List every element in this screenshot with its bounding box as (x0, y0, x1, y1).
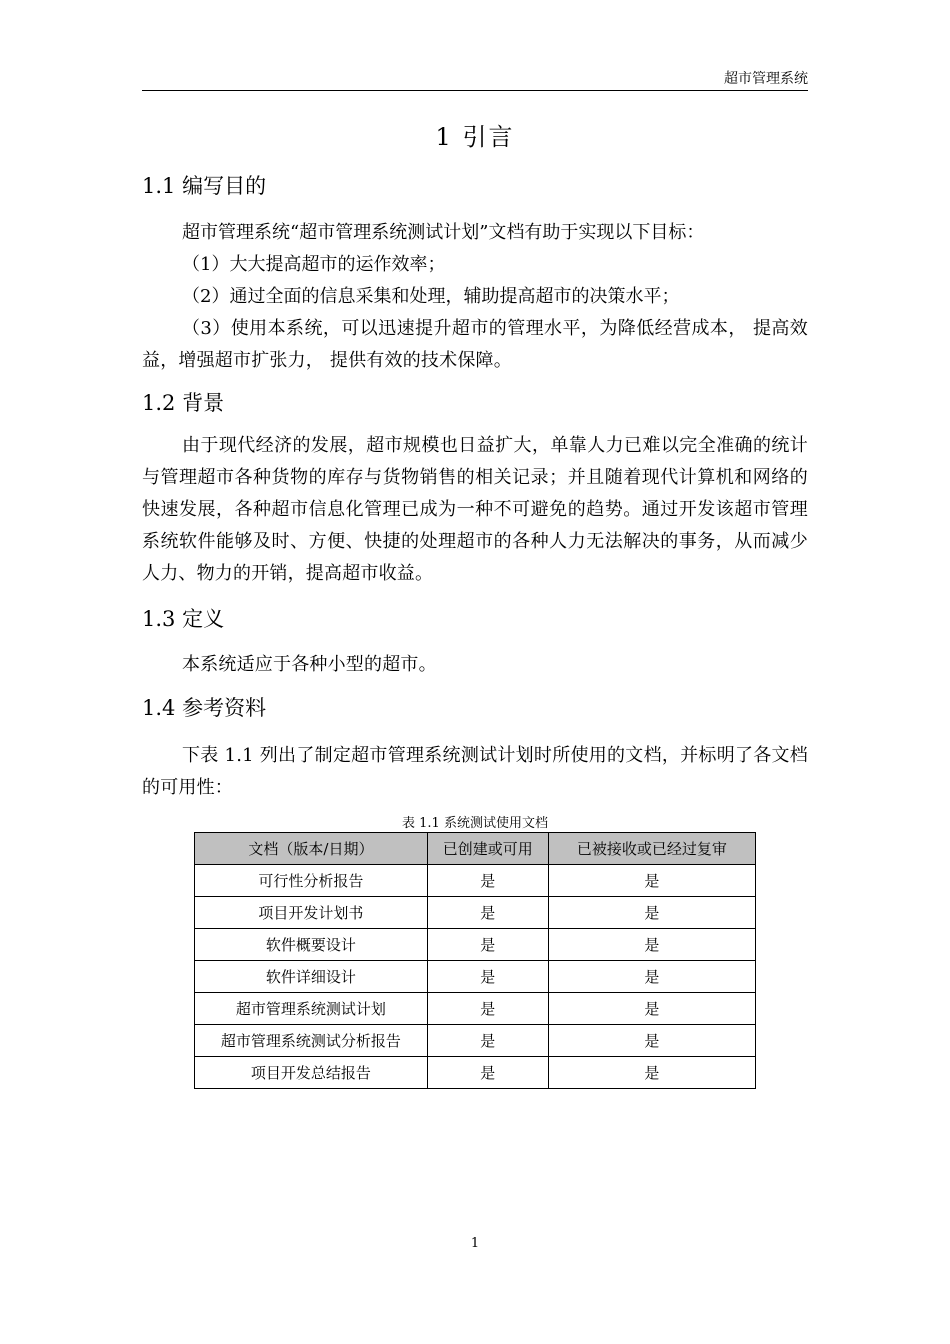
section-1-2-body: 由于现代经济的发展，超市规模也日益扩大，单靠人力已难以完全准确的统计与管理超市各种货物的库存与货物销售的相关记录；并且随着现代计算机和网络的快速发展，各种超市信息化管理已成为一种不可避免的趋势。通过开发该超市管理系统软件能够及时、方便、快捷的处理超市的各种人力无法解决的事务，从而减少人力、物力的开销，提高超市收益。 (142, 435, 808, 584)
section-heading-1-3: 1.3 定义 (142, 607, 225, 631)
table-row (195, 929, 756, 961)
goal-item-3: （3）使用本系统，可以迅速提升超市的管理水平，为降低经营成本， 提高效益，增强超市扩张力， 提供有效的技术保障。 (142, 318, 808, 371)
section-heading-1-2: 1.2 背景 (142, 391, 225, 415)
section-heading-1-4: 1.4 参考资料 (142, 696, 267, 720)
running-header: 超市管理系统 (724, 71, 808, 87)
goal-item-2: （2）通过全面的信息采集和处理，辅助提高超市的决策水平； (182, 286, 680, 307)
table-row (195, 897, 756, 929)
cell-created: 是 (427, 1057, 548, 1089)
cell-document: 可行性分析报告 (195, 865, 428, 897)
cell-document: 项目开发计划书 (195, 897, 428, 929)
table-row (195, 1057, 756, 1089)
cell-reviewed: 是 (548, 993, 755, 1025)
cell-document: 超市管理系统测试分析报告 (195, 1025, 428, 1057)
cell-created: 是 (427, 993, 548, 1025)
header-rule (142, 90, 808, 91)
column-header-created: 已创建或可用 (427, 833, 548, 865)
cell-created: 是 (427, 961, 548, 993)
reference-documents-table (194, 832, 756, 1089)
cell-document: 项目开发总结报告 (195, 1057, 428, 1089)
column-header-reviewed: 已被接收或已经过复审 (548, 833, 755, 865)
cell-reviewed: 是 (548, 865, 755, 897)
cell-reviewed: 是 (548, 1057, 755, 1089)
cell-document: 软件概要设计 (195, 929, 428, 961)
table-row (195, 865, 756, 897)
cell-created: 是 (427, 929, 548, 961)
cell-document: 超市管理系统测试计划 (195, 993, 428, 1025)
section-heading-1-1: 1.1 编写目的 (142, 174, 267, 198)
cell-reviewed: 是 (548, 929, 755, 961)
cell-document: 软件详细设计 (195, 961, 428, 993)
cell-reviewed: 是 (548, 1025, 755, 1057)
cell-created: 是 (427, 897, 548, 929)
section-1-1-intro: 超市管理系统“超市管理系统测试计划”文档有助于实现以下目标： (182, 222, 705, 243)
goal-item-1: （1）大大提高超市的运作效率； (182, 254, 446, 275)
table-header-row (195, 833, 756, 865)
table-row (195, 961, 756, 993)
table-row (195, 993, 756, 1025)
cell-reviewed: 是 (548, 961, 755, 993)
chapter-title: 1 引言 (435, 123, 515, 151)
column-header-document: 文档（版本/日期） (195, 833, 428, 865)
table-row (195, 1025, 756, 1057)
cell-created: 是 (427, 865, 548, 897)
table-caption: 表 1.1 系统测试使用文档 (402, 816, 548, 831)
cell-created: 是 (427, 1025, 548, 1057)
section-1-4-body: 下表 1.1 列出了制定超市管理系统测试计划时所使用的文档，并标明了各文档的可用性： (142, 745, 808, 798)
cell-reviewed: 是 (548, 897, 755, 929)
page-number: 1 (470, 1236, 480, 1251)
section-1-3-body: 本系统适应于各种小型的超市。 (182, 654, 437, 675)
